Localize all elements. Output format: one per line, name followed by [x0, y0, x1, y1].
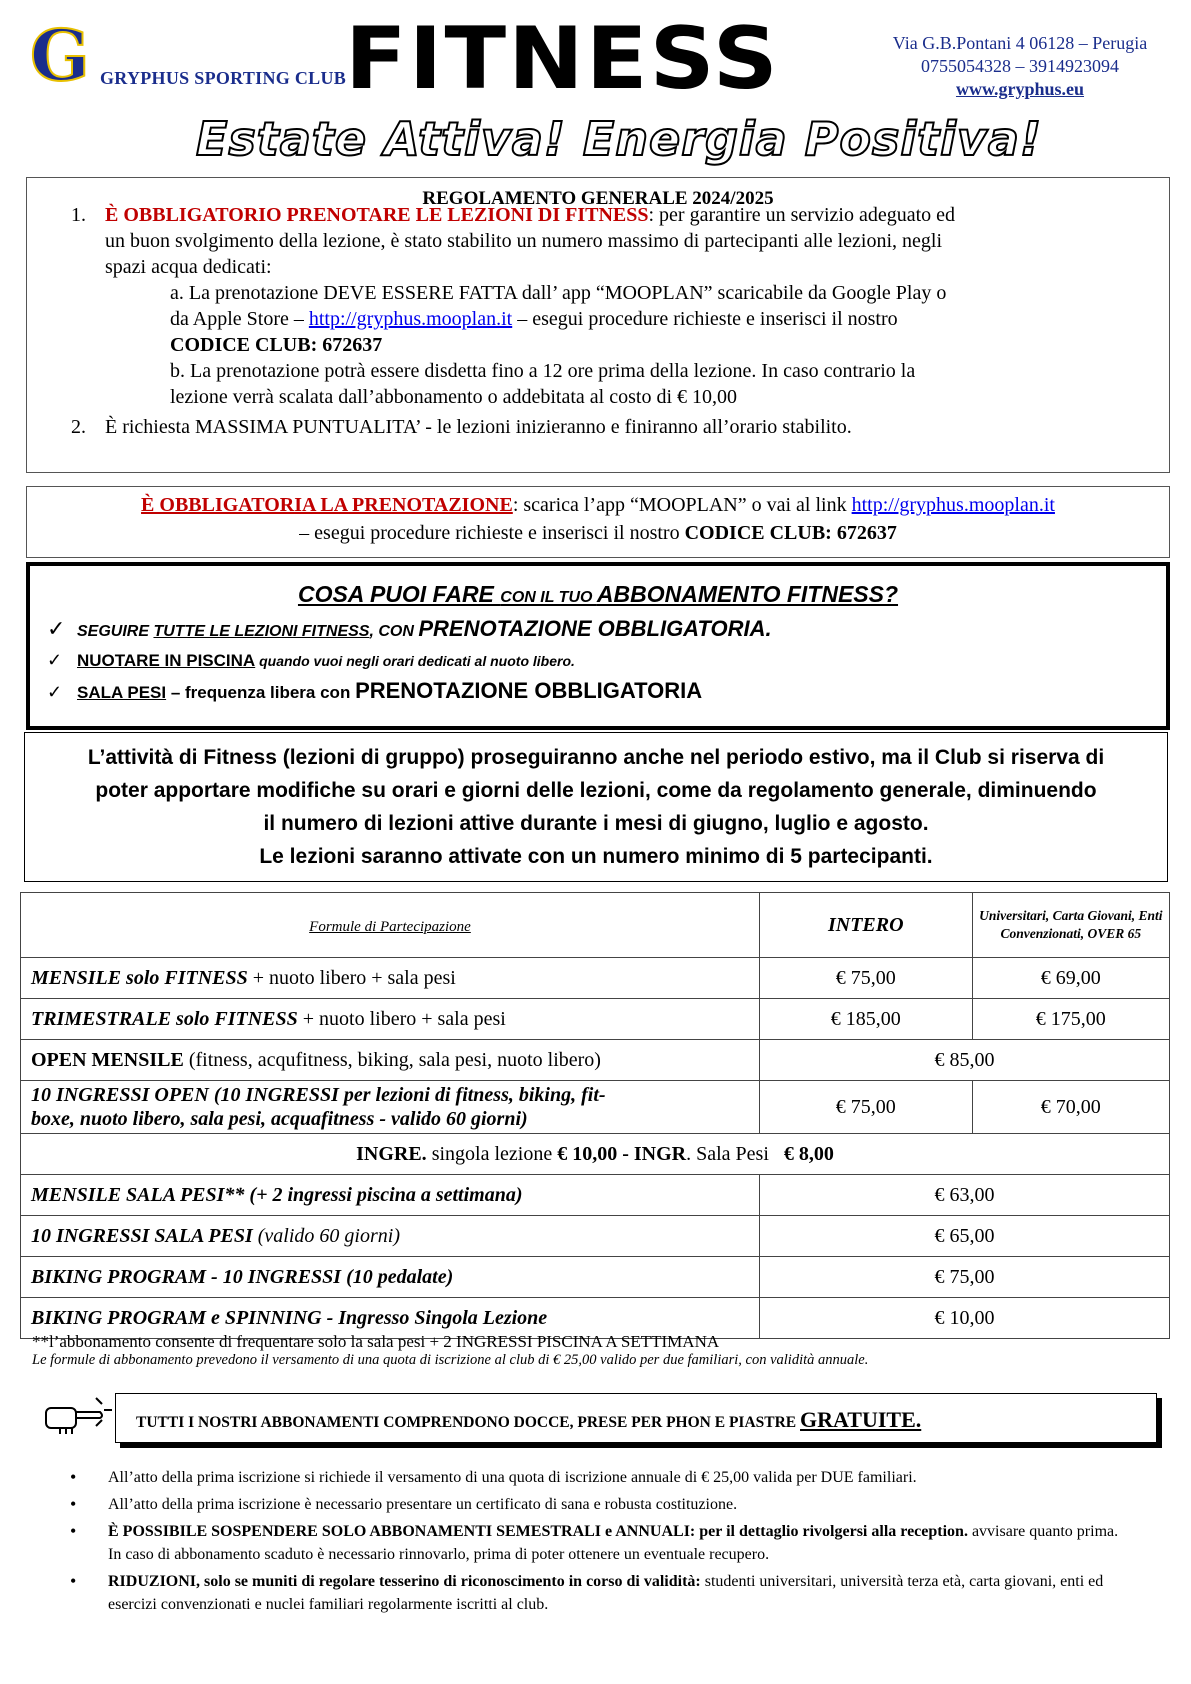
included-services-box — [115, 1393, 1157, 1443]
gryphus-logo-icon — [30, 22, 100, 90]
registration-footnote: Le formule di abbonamento prevedono il versamento di una quota di iscrizione al club di € 25,00 valido per due familiari, con validità annuale. — [32, 1352, 869, 1368]
row-label: MENSILE solo FITNESS + nuoto libero + sala pesi — [21, 958, 760, 999]
list-item: • All’atto della prima iscrizione è necessario presentare un certificato di sana e robusta costituzione. — [70, 1493, 1130, 1516]
pointing-hand-icon — [38, 1390, 114, 1444]
rules-title: REGOLAMENTO GENERALE 2024/2025 — [422, 188, 774, 209]
rule-1-number: 1. — [71, 204, 86, 226]
check-icon: ✓ — [47, 616, 66, 641]
price-table — [20, 892, 1170, 1339]
price-intero: € 75,00 — [760, 958, 973, 999]
row-label: TRIMESTRALE solo FITNESS + nuoto libero + sala pesi — [21, 999, 760, 1040]
included-text: TUTTI I NOSTRI ABBONAMENTI COMPRENDONO DOCCE, PRESE PER PHON E PIASTRE GRATUITE. — [136, 1407, 922, 1432]
price-single: € 75,00 — [760, 1257, 1170, 1298]
row-label: 10 INGRESSI SALA PESI (valido 60 giorni) — [21, 1216, 760, 1257]
phones: 0755054328 – 3914923094 — [921, 56, 1119, 76]
summer-line-1: L’attività di Fitness (lezioni di gruppo) proseguiranno anche nel periodo estivo, ma il Club si riserva di — [87, 746, 1105, 769]
table-row — [21, 1175, 1170, 1216]
club-code: CODICE CLUB: 672637 — [170, 334, 383, 356]
header-formula: Formule di Partecipazione — [21, 893, 760, 958]
price-intero: € 75,00 — [760, 1081, 973, 1134]
price-reduced: € 69,00 — [972, 958, 1169, 999]
benefit-item-3: ✓ SALA PESI – frequenza libera con PRENOTAZIONE OBBLIGATORIA — [47, 678, 703, 703]
single-entry-prices: INGRE. singola lezione € 10,00 - INGR. Sala Pesi € 8,00 — [21, 1134, 1170, 1175]
table-row — [21, 958, 1170, 999]
price-reduced: € 70,00 — [972, 1081, 1169, 1134]
rule-1-line-1: È OBBLIGATORIO PRENOTARE LE LEZIONI DI FITNESS: per garantire un servizio adeguato ed — [105, 204, 956, 226]
table-row — [21, 1040, 1170, 1081]
general-rules-box — [26, 177, 1170, 473]
list-item: • È POSSIBILE SOSPENDERE SOLO ABBONAMENTI SEMESTRALI e ANNUALI: per il dettaglio rivolgersi alla reception. avvisare quanto prima. In caso di abbonamento scaduto è necessario rinnovarlo, prima di poter ottenere un eventuale recupero. — [70, 1520, 1130, 1566]
price-single: € 63,00 — [760, 1175, 1170, 1216]
summer-line-2: poter apportare modifiche su orari e giorni delle lezioni, come da regolamento generale, diminuendo — [95, 779, 1097, 802]
booking-box — [26, 486, 1170, 558]
mooplan-link[interactable]: http://gryphus.mooplan.it — [308, 308, 513, 330]
weights-footnote: **l’abbonamento consente di frequentare solo la sala pesi + 2 INGRESSI PISCINA A SETTIMANA — [32, 1332, 720, 1351]
rule-1-line-3: spazi acqua dedicati: — [105, 256, 272, 278]
benefits-box — [26, 562, 1170, 730]
slogan: Estate Attiva! Energia Positiva! — [196, 112, 1042, 166]
rule-b-line-1: b. La prenotazione potrà essere disdetta fino a 12 ore prima della lezione. In caso contrario la — [170, 360, 916, 382]
booking-line-1: È OBBLIGATORIA LA PRENOTAZIONE: scarica l’app “MOOPLAN” o vai al link http://gryphus.mooplan.it — [141, 494, 1055, 516]
table-row — [21, 1081, 1170, 1134]
row-label: 10 INGRESSI OPEN (10 INGRESSI per lezioni di fitness, biking, fit- boxe, nuoto libero, sala pesi, acquafitness - valido 60 giorni) — [21, 1081, 760, 1134]
price-single: € 65,00 — [760, 1216, 1170, 1257]
table-header-row — [21, 893, 1170, 958]
row-label: OPEN MENSILE (fitness, acqufitness, biking, sala pesi, nuoto libero) — [21, 1040, 760, 1081]
benefit-item-1: ✓ SEGUIRE TUTTE LE LEZIONI FITNESS, CON PRENOTAZIONE OBBLIGATORIA. — [47, 616, 772, 641]
check-icon: ✓ — [47, 682, 63, 702]
row-label: MENSILE SALA PESI** (+ 2 ingressi piscina a settimana) — [21, 1175, 760, 1216]
benefit-item-2: ✓ NUOTARE IN PISCINA quando vuoi negli orari dedicati al nuoto libero. — [47, 650, 575, 670]
address: Via G.B.Pontani 4 06128 – Perugia — [892, 33, 1148, 53]
info-list — [70, 1466, 1130, 1620]
rule-2-text: È richiesta MASSIMA PUNTUALITA’ - le lezioni inizieranno e finiranno all’orario stabilito. — [105, 416, 852, 438]
contact-info — [870, 32, 1170, 101]
benefits-title: COSA PUOI FARE CON IL TUO ABBONAMENTO FITNESS? — [297, 581, 899, 607]
rule-2-number: 2. — [71, 416, 86, 438]
summer-notice-box — [24, 732, 1168, 882]
header-intero: INTERO — [760, 893, 973, 958]
price-intero: € 185,00 — [760, 999, 973, 1040]
rule-a-line-1: a. La prenotazione DEVE ESSERE FATTA dall’ app “MOOPLAN” scaricabile da Google Play o — [170, 282, 947, 304]
rule-b-line-2: lezione verrà scalata dall’abbonamento o addebitata al costo di € 10,00 — [170, 386, 738, 408]
summer-line-4: Le lezioni saranno attivate con un numero minimo di 5 partecipanti. — [259, 845, 933, 868]
list-item: • RIDUZIONI, solo se muniti di regolare tesserino di riconoscimento in corso di validità: studenti universitari, università terza età, carta giovani, enti ed esercizi convenzionati e nuclei familiari regolarmente iscritti al club. — [70, 1570, 1130, 1616]
booking-line-2: – esegui procedure richieste e inserisci il nostro CODICE CLUB: 672637 — [299, 522, 897, 544]
header-reduced: Universitari, Carta Giovani, Enti Convenzionati, OVER 65 — [972, 893, 1169, 958]
table-row — [21, 999, 1170, 1040]
booking-link[interactable]: http://gryphus.mooplan.it — [851, 494, 1055, 516]
table-row — [21, 1216, 1170, 1257]
table-row — [21, 1134, 1170, 1175]
rule-a-line-2: da Apple Store – http://gryphus.mooplan.it – esegui procedure richieste e inserisci il nostro — [170, 308, 898, 330]
price-reduced: € 175,00 — [972, 999, 1169, 1040]
page-title: FITNESS — [345, 9, 780, 109]
svg-text:G: G — [30, 22, 90, 90]
summer-line-3: il numero di lezioni attive durante i mesi di giugno, luglio e agosto. — [263, 812, 929, 835]
table-row — [21, 1257, 1170, 1298]
row-label: BIKING PROGRAM - 10 INGRESSI (10 pedalate) — [21, 1257, 760, 1298]
list-item: • All’atto della prima iscrizione si richiede il versamento di una quota di iscrizione annuale di € 25,00 valida per DUE familiari. — [70, 1466, 1130, 1489]
club-name: GRYPHUS SPORTING CLUB — [100, 68, 347, 88]
website-link[interactable]: www.gryphus.eu — [955, 79, 1085, 99]
row-label: BIKING PROGRAM e SPINNING - Ingresso Singola Lezione — [21, 1298, 760, 1339]
price-single: € 85,00 — [760, 1040, 1170, 1081]
rule-1-line-2: un buon svolgimento della lezione, è stato stabilito un numero massimo di partecipanti alle lezioni, negli — [105, 230, 943, 252]
price-single: € 10,00 — [760, 1298, 1170, 1339]
check-icon: ✓ — [47, 650, 63, 670]
